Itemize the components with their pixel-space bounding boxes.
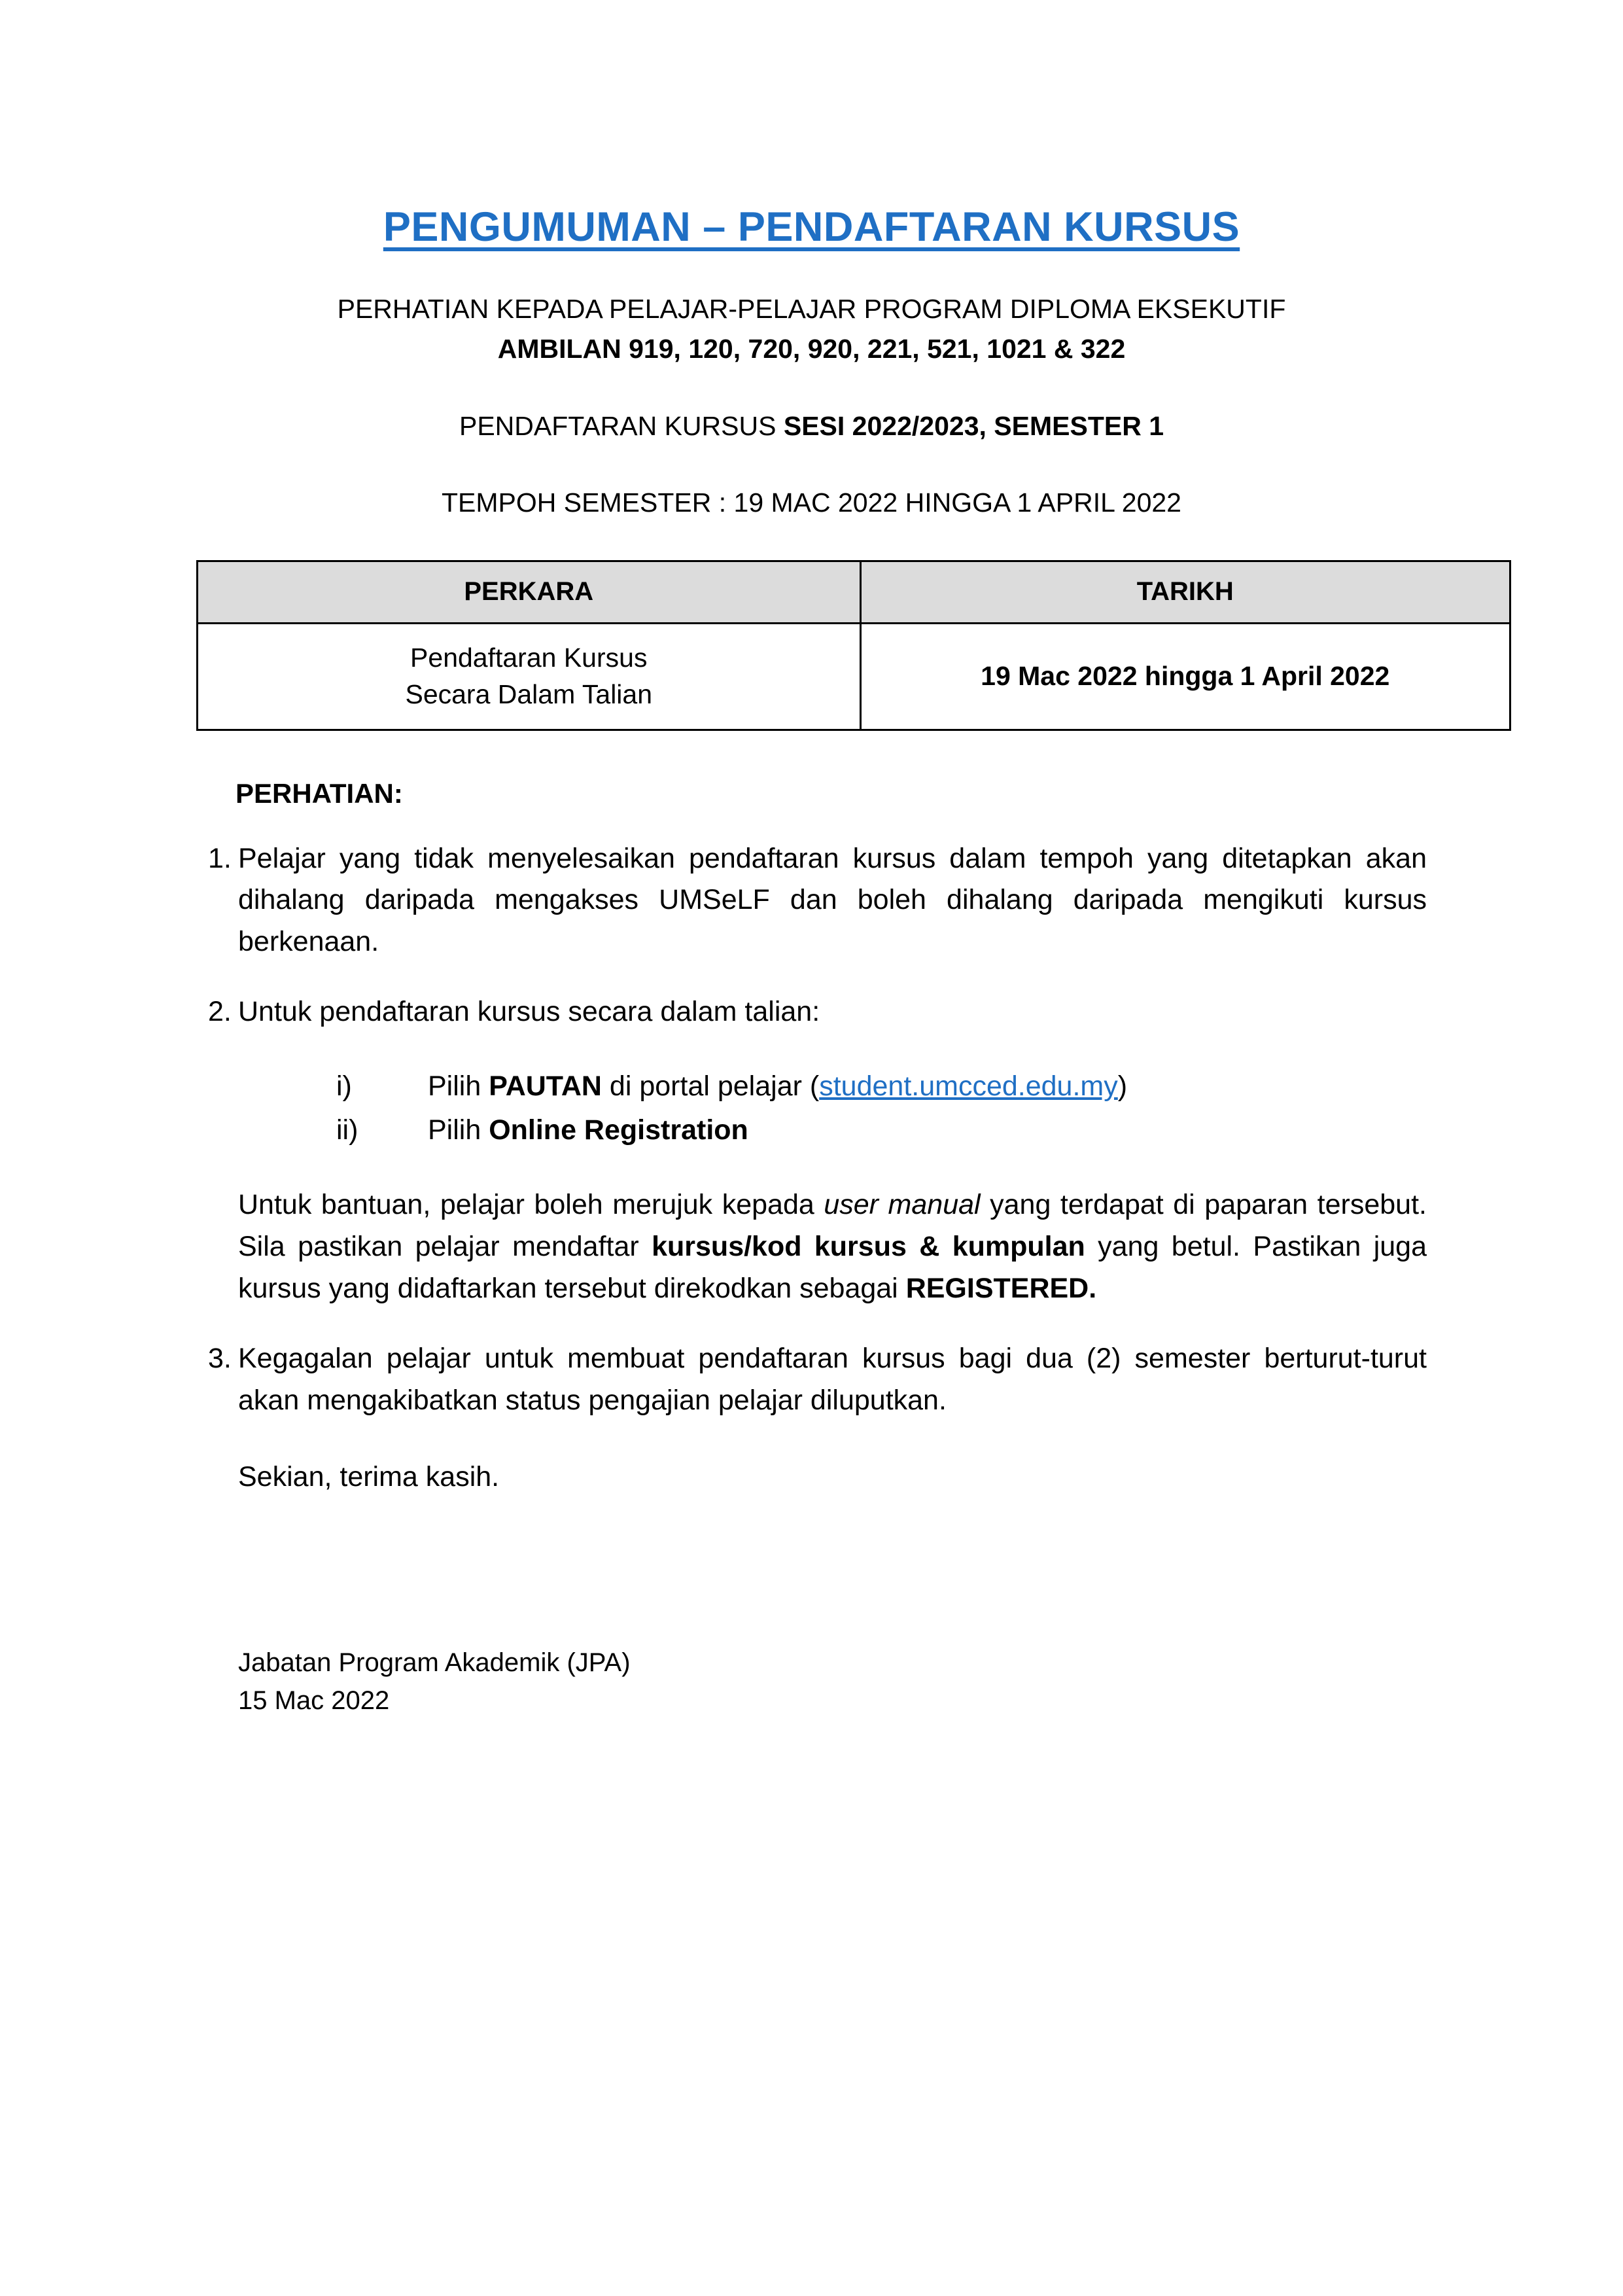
help-p3: yang betul. Pastikan juga kursus yang didaftarkan tersebut direkodkan sebagai bbox=[238, 1231, 1427, 1304]
table-header-tarikh: TARIKH bbox=[860, 561, 1510, 623]
signature-block bbox=[238, 1644, 1427, 1720]
note-marker-2: 2. bbox=[208, 996, 232, 1028]
note-2-text: Untuk pendaftaran kursus secara dalam talian: bbox=[238, 996, 820, 1028]
student-portal-link[interactable]: student.umcced.edu.my bbox=[819, 1070, 1118, 1103]
sub-step-i-post: ) bbox=[1117, 1070, 1128, 1103]
table-header-row bbox=[198, 561, 1510, 623]
spacer bbox=[196, 523, 1427, 560]
signature-date: 15 Mac 2022 bbox=[238, 1686, 390, 1715]
perkara-line-1: Pendaftaran Kursus bbox=[410, 643, 648, 673]
registration-prefix: PENDAFTARAN KURSUS bbox=[459, 410, 784, 441]
sub-step-ii-marker: ii) bbox=[336, 1114, 358, 1146]
perkara-line-2: Secara Dalam Talian bbox=[405, 679, 653, 709]
signature-department: Jabatan Program Akademik (JPA) bbox=[238, 1648, 631, 1677]
sub-step-i-bold: PAUTAN bbox=[489, 1070, 602, 1103]
schedule-table bbox=[196, 560, 1511, 731]
note-body-2 bbox=[238, 991, 1427, 1309]
note-marker-1: 1. bbox=[208, 842, 232, 874]
sub-step-ii bbox=[336, 1108, 1427, 1152]
help-p1: Untuk bantuan, pelajar boleh merujuk kepada bbox=[238, 1189, 824, 1221]
note-item-3 bbox=[196, 1338, 1427, 1421]
notice-label: PERHATIAN: bbox=[236, 777, 403, 809]
closing-text: Sekian, terima kasih. bbox=[238, 1460, 500, 1492]
help-bold-kursus: kursus/kod kursus & kumpulan bbox=[652, 1231, 1085, 1262]
help-bold-registered: REGISTERED. bbox=[905, 1272, 1097, 1304]
sub-step-i-pre: Pilih bbox=[428, 1070, 489, 1103]
sub-step-ii-text bbox=[428, 1108, 748, 1152]
intro-line-1: PERHATIAN KEPADA PELAJAR-PELAJAR PROGRAM DIPLOMA EKSEKUTIF bbox=[337, 293, 1286, 324]
sub-step-i-marker: i) bbox=[336, 1070, 352, 1103]
note-item-2 bbox=[196, 991, 1427, 1309]
spacer bbox=[196, 446, 1427, 483]
notes-list bbox=[196, 838, 1427, 1422]
intro-line-2: AMBILAN 919, 120, 720, 920, 221, 521, 1021 & 322 bbox=[497, 334, 1126, 364]
sub-steps-list bbox=[238, 1065, 1427, 1152]
table-row bbox=[198, 623, 1510, 730]
help-italic-user-manual: user manual bbox=[824, 1189, 981, 1221]
note-item-1 bbox=[196, 838, 1427, 963]
help-paragraph bbox=[238, 1184, 1427, 1309]
sub-step-ii-pre: Pilih bbox=[428, 1114, 489, 1146]
sub-step-i-mid: di portal pelajar ( bbox=[601, 1070, 820, 1103]
spacer bbox=[196, 253, 1427, 289]
cell-tarikh: 19 Mac 2022 hingga 1 April 2022 bbox=[860, 623, 1510, 730]
sub-step-ii-bold: Online Registration bbox=[489, 1114, 748, 1146]
table-header-perkara: PERKARA bbox=[198, 561, 861, 623]
spacer bbox=[196, 731, 1427, 778]
note-body-1: Pelajar yang tidak menyelesaikan pendaftaran kursus dalam tempoh yang ditetapkan akan dihalang daripada mengakses UMSeLF dan boleh dihalang daripada mengikuti kursus berkenaan. bbox=[238, 842, 1427, 957]
semester-period: TEMPOH SEMESTER : 19 MAC 2022 HINGGA 1 APRIL 2022 bbox=[442, 487, 1181, 518]
spacer bbox=[196, 370, 1427, 406]
note-body-3: Kegagalan pelajar untuk membuat pendaftaran kursus bagi dua (2) semester berturut-turut akan mengakibatkan status pengajian pelajar diluputkan. bbox=[238, 1343, 1427, 1416]
sub-step-i bbox=[336, 1065, 1427, 1108]
registration-session: SESI 2022/2023, SEMESTER 1 bbox=[783, 410, 1164, 441]
cell-perkara bbox=[198, 623, 861, 730]
sub-step-i-text bbox=[428, 1065, 1127, 1108]
help-p2: yang terdapat di paparan tersebut. Sila pastikan pelajar mendaftar bbox=[238, 1189, 1427, 1262]
note-marker-3: 3. bbox=[208, 1343, 232, 1375]
registration-line bbox=[196, 406, 1427, 447]
page-title: PENGUMUMAN – PENDAFTARAN KURSUS bbox=[383, 204, 1240, 250]
